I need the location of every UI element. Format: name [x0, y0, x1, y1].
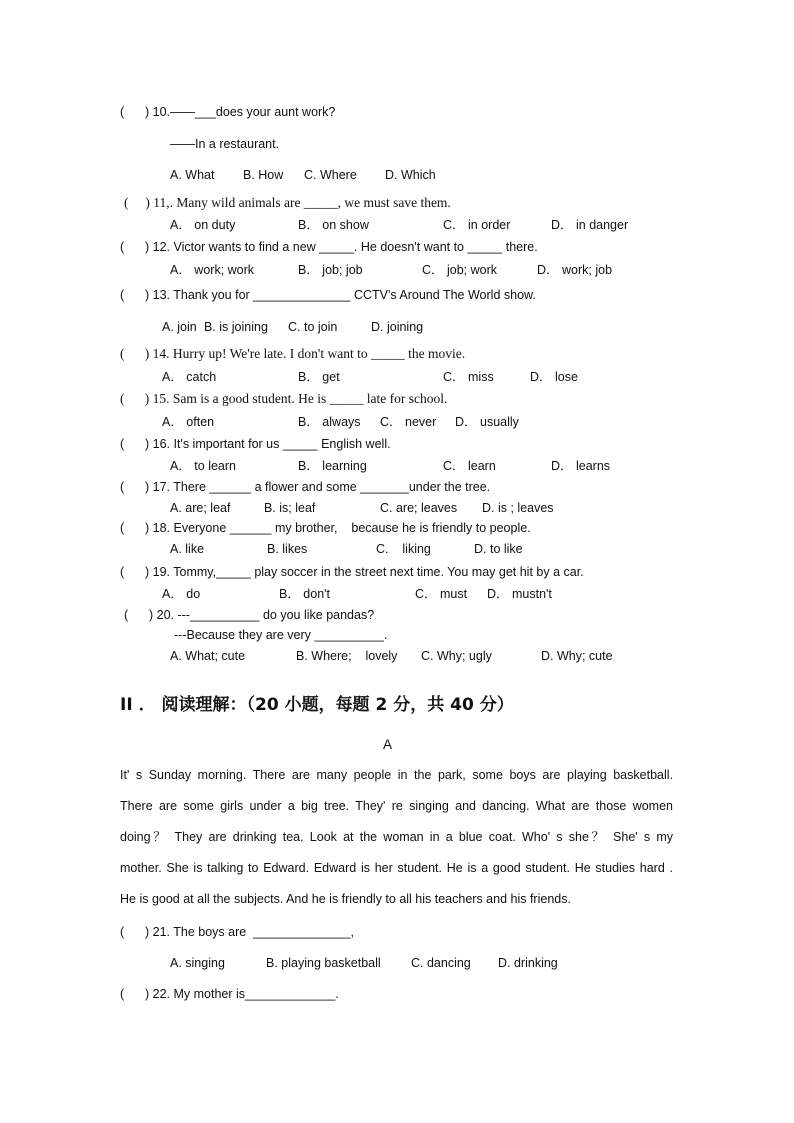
option-c: C． must	[415, 587, 468, 601]
passage-label: A	[383, 737, 393, 752]
question-15-stem: ( ) 15. Sam is a good student. He is _____ late for school.	[120, 391, 448, 406]
option-c: C． never	[380, 415, 437, 429]
question-18-stem: ( ) 18. Everyone ______ my brother, because he is friendly to people.	[120, 521, 531, 535]
option-c: C. to join	[288, 320, 338, 334]
option-b: B. is; leaf	[264, 501, 316, 515]
option-a: A． on duty	[170, 218, 236, 232]
question-20-stem: ( ) 20. ---__________ do you like pandas?	[124, 608, 375, 622]
option-b: B. playing basketball	[266, 956, 381, 970]
option-c: C． miss	[443, 370, 494, 384]
reading-passage	[120, 760, 673, 915]
option-d: D． in danger	[551, 218, 629, 232]
option-d: D． lose	[530, 370, 578, 384]
option-a: A． catch	[162, 370, 217, 384]
question-19-stem: ( ) 19. Tommy,_____ play soccer in the street next time. You may get hit by a car.	[120, 565, 584, 579]
option-a: A． often	[162, 415, 215, 429]
option-d: D． learns	[551, 459, 611, 473]
option-c: C. liking	[376, 542, 431, 556]
option-a: A． to learn	[170, 459, 237, 473]
option-b: B． don't	[279, 587, 331, 601]
question-12-stem: ( ) 12. Victor wants to find a new _____. He doesn't want to _____ there.	[120, 240, 538, 254]
option-a: A. are; leaf	[170, 501, 231, 515]
option-a: A． do	[162, 587, 201, 601]
option-b: B． job; job	[298, 263, 363, 277]
question-17-stem: ( ) 17. There ______ a flower and some _______under the tree.	[120, 480, 491, 494]
option-c: C． learn	[443, 459, 496, 473]
question-20-reply: ---Because they are very __________.	[174, 628, 388, 642]
option-b: B. likes	[267, 542, 308, 556]
option-a: A. What	[170, 168, 215, 182]
option-d: D. to like	[474, 542, 523, 556]
option-c: C． in order	[443, 218, 511, 232]
question-16-stem: ( ) 16. It's important for us _____ English well.	[120, 437, 391, 451]
passage-line: mother. She is talking to Edward. Edward is her student. He is a good student. He studies hard .	[120, 861, 673, 875]
option-b: B． get	[298, 370, 340, 384]
option-c: C. are; leaves	[380, 501, 458, 515]
question-14-stem: ( ) 14. Hurry up! We're late. I don't want to _____ the movie.	[120, 346, 466, 361]
option-d: D． mustn't	[487, 587, 552, 601]
option-c: C． job; work	[422, 263, 498, 277]
question-11-stem: ( ) 11,. Many wild animals are _____, we must save them.	[124, 195, 451, 210]
option-a: A. join	[162, 320, 197, 334]
option-d: D． work; job	[537, 263, 613, 277]
option-b: B． on show	[298, 218, 369, 232]
passage-line: There are some girls under a big tree. They' re singing and dancing. What are those women	[120, 799, 673, 813]
passage-line: doing？ They are drinking tea. Look at the woman in a blue coat. Who' s she？ She' s my	[120, 830, 673, 844]
question-10-stem: ( ) 10.——___does your aunt work?	[120, 105, 336, 119]
option-b: B． learning	[298, 459, 367, 473]
passage-line: He is good at all the subjects. And he is friendly to all his teachers and his friends.	[120, 892, 571, 906]
option-a: A. singing	[170, 956, 225, 970]
option-a: A． work; work	[170, 263, 255, 277]
question-21-stem: ( ) 21. The boys are ______________,	[120, 925, 354, 939]
option-a: A. What; cute	[170, 649, 246, 663]
option-b: B. How	[243, 168, 284, 182]
question-10-reply: ——In a restaurant.	[170, 137, 280, 151]
option-b: B． always	[298, 415, 361, 429]
option-d: D. Why; cute	[541, 649, 613, 663]
section-heading: II ． 阅读理解：（20 小题，每题 2 分，共 40 分）	[120, 695, 514, 715]
option-c: C. Where	[304, 168, 357, 182]
option-b: B. is joining	[204, 320, 268, 334]
question-22-stem: ( ) 22. My mother is_____________.	[120, 987, 339, 1001]
option-d: D. joining	[371, 320, 424, 334]
option-d: D. drinking	[498, 956, 558, 970]
question-13-stem: ( ) 13. Thank you for ______________ CCTV's Around The World show.	[120, 288, 536, 302]
option-a: A. like	[170, 542, 205, 556]
option-d: D. is ; leaves	[482, 501, 554, 515]
option-c: C. dancing	[411, 956, 471, 970]
option-b: B. Where; lovely	[296, 649, 398, 663]
option-c: C. Why; ugly	[421, 649, 492, 663]
option-d: D. Which	[385, 168, 436, 182]
passage-line: It' s Sunday morning. There are many people in the park, some boys are playing basketball.	[120, 768, 673, 782]
option-d: D． usually	[455, 415, 519, 429]
